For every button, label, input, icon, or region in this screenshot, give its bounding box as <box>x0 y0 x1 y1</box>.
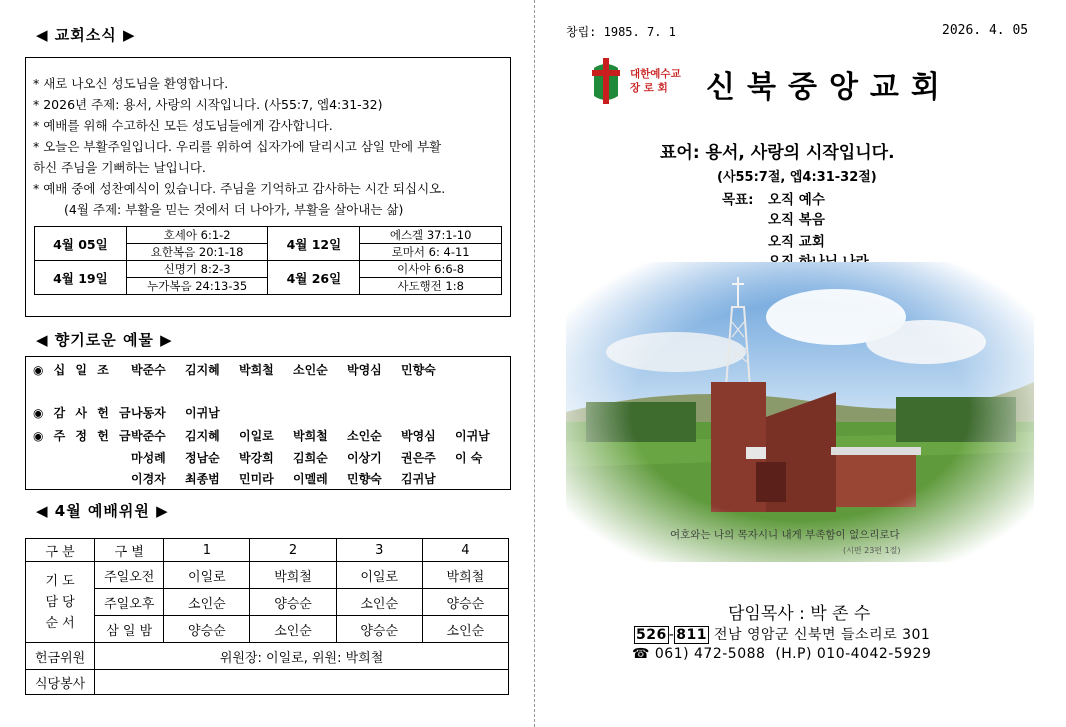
duty-cell: 박희철 <box>250 562 336 589</box>
donor-name: 김희순 <box>293 451 328 465</box>
duty-header: 3 <box>336 539 422 562</box>
news-item: * 예배를 위해 수고하신 모든 성도님들에게 감사합니다. <box>33 118 333 133</box>
duty-cell: 소인순 <box>422 616 508 643</box>
duty-row-name: 삼 일 밤 <box>95 616 164 643</box>
finance-label: 헌금위원 <box>26 643 95 670</box>
kitchen-value <box>95 670 509 695</box>
schedule-ref: 에스겔 37:1-10 <box>360 227 502 244</box>
donor-name: 소인순 <box>293 363 328 377</box>
donor-name: 박영심 <box>347 363 382 377</box>
duty-cell: 양승순 <box>422 589 508 616</box>
goal-item: 오직 예수 <box>768 192 825 208</box>
donor-name: 소인순 <box>347 429 382 443</box>
zip-code-2: 811 <box>676 627 708 643</box>
goal-label: 목표: <box>722 192 754 208</box>
schedule-day: 4월 19일 <box>35 261 127 295</box>
schedule-day: 4월 26일 <box>268 261 360 295</box>
donor-name: 박준수 <box>131 363 166 377</box>
group-label-line: 순 서 <box>45 615 75 631</box>
news-item: 하신 주님을 기뻐하는 날입니다. <box>33 160 206 175</box>
news-item: * 새로 나오신 성도님을 환영합니다. <box>33 76 229 91</box>
news-item: * 2026년 주제: 용서, 사랑의 시작입니다. (사55:7, 엡4:31-32) <box>33 97 383 112</box>
founded-date: 창립: 1985. 7. 1 <box>566 25 676 39</box>
offering-title: ◀ 향기로운 예물 ▶ <box>36 331 173 349</box>
donor-name: 민향숙 <box>347 472 382 486</box>
finance-value: 위원장: 이일로, 위원: 박희철 <box>95 643 509 670</box>
phone-numbers: ☎ 061) 472-5088 (H.P) 010-4042-5929 <box>632 646 932 662</box>
duty-cell: 소인순 <box>336 589 422 616</box>
donor-name: 박준수 <box>131 429 166 443</box>
news-item: * 오늘은 부활주일입니다. 우리를 위하여 십자가에 달리시고 삼일 만에 부활 <box>33 139 442 154</box>
donor-name: 정남순 <box>185 451 220 465</box>
duty-cell: 양승순 <box>336 616 422 643</box>
duty-title: ◀ 4월 예배위원 ▶ <box>36 502 169 520</box>
duty-header: 4 <box>422 539 508 562</box>
donor-name: 나동자 <box>131 406 166 420</box>
duty-cell: 양승순 <box>164 616 250 643</box>
donor-name: 이경자 <box>131 472 166 486</box>
denomination-label-2: 장 로 회 <box>630 82 668 94</box>
theme-reference: (사55:7절, 엡4:31-32절) <box>717 170 877 185</box>
donor-name: 이멜레 <box>293 472 328 486</box>
duty-header: 1 <box>164 539 250 562</box>
duty-row-name: 주일오후 <box>95 589 164 616</box>
donor-name: 박희철 <box>293 429 328 443</box>
goal-item: 오직 교회 <box>768 234 825 250</box>
donor-name: 이상기 <box>347 451 382 465</box>
duty-cell: 이일로 <box>336 562 422 589</box>
schedule-ref: 호세아 6:1-2 <box>126 227 268 244</box>
schedule-day: 4월 05일 <box>35 227 127 261</box>
duty-header: 구 분 <box>26 539 95 562</box>
psalm-verse: 여호와는 나의 목자시니 내게 부족함이 없으리로다 <box>670 529 900 541</box>
duty-header: 구 별 <box>95 539 164 562</box>
donor-name: 최종범 <box>185 472 220 486</box>
schedule-ref: 누가복음 24:13-35 <box>126 278 268 295</box>
donor-name: 권은주 <box>401 451 436 465</box>
offering-row <box>33 449 509 466</box>
church-name: 신북중앙교회 <box>706 70 952 105</box>
news-title: ◀ 교회소식 ▶ <box>36 26 136 44</box>
prayer-group-label <box>26 562 95 643</box>
schedule-ref: 신명기 8:2-3 <box>126 261 268 278</box>
donor-name: 박강희 <box>239 451 274 465</box>
duty-row-name: 주일오전 <box>95 562 164 589</box>
church-address: 526 - 811 전남 영암군 신북면 들소리로 301 <box>636 627 931 643</box>
donor-name: 이 숙 <box>455 451 483 465</box>
schedule-ref: 사도행전 1:8 <box>360 278 502 295</box>
donor-name: 이귀남 <box>455 429 490 443</box>
news-item: * 예배 중에 성찬예식이 있습니다. 주님을 기억하고 감사하는 시간 되십시오. <box>33 181 446 196</box>
schedule-ref: 이사야 6:6-8 <box>360 261 502 278</box>
offering-label: ◉ 주 정 헌 금 <box>33 429 134 443</box>
donor-name: 민미라 <box>239 472 274 486</box>
pastor-name: 담임목사 : 박 존 수 <box>728 604 871 624</box>
duty-header: 2 <box>250 539 336 562</box>
zip-code-1: 526 <box>636 627 667 643</box>
offering-label: ◉ 감 사 헌 금 <box>33 406 134 420</box>
group-label-line: 담 당 <box>45 594 75 610</box>
offering-row <box>33 404 239 421</box>
duty-cell: 양승순 <box>250 589 336 616</box>
schedule-day: 4월 12일 <box>268 227 360 261</box>
donor-name: 민향숙 <box>401 363 436 377</box>
offering-box <box>25 356 511 490</box>
offering-row <box>33 427 509 444</box>
goal-item: 오직 복음 <box>768 212 825 228</box>
offering-row <box>33 361 455 378</box>
donor-name: 김지혜 <box>185 429 220 443</box>
news-box <box>25 57 511 317</box>
schedule-ref: 로마서 6: 4-11 <box>360 244 502 261</box>
fold-divider <box>534 0 535 727</box>
church-photo <box>566 262 1034 562</box>
offering-label: ◉ 십 일 조 <box>33 363 112 377</box>
duty-cell: 박희철 <box>422 562 508 589</box>
duty-cell: 소인순 <box>164 589 250 616</box>
donor-name: 박영심 <box>401 429 436 443</box>
offering-row <box>33 470 455 487</box>
group-label-line: 기 도 <box>45 573 75 589</box>
donor-name: 김귀남 <box>401 472 436 486</box>
duty-cell: 이일로 <box>164 562 250 589</box>
donor-name: 이귀남 <box>185 406 220 420</box>
schedule-ref: 요한복음 20:1-18 <box>126 244 268 261</box>
duty-cell: 소인순 <box>250 616 336 643</box>
donor-name: 김지혜 <box>185 363 220 377</box>
donor-name: 이일로 <box>239 429 274 443</box>
donor-name: 마성례 <box>131 451 166 465</box>
cross-logo-icon <box>588 56 624 106</box>
april-theme: (4월 주제: 부활을 믿는 것에서 더 나아가, 부활을 살아내는 삶) <box>64 202 404 217</box>
bulletin-date: 2026. 4. 05 <box>942 23 1029 38</box>
address-text: 전남 영암군 신북면 들소리로 301 <box>713 627 931 643</box>
denomination-label: 대한예수교 <box>630 68 681 80</box>
duty-table <box>25 538 509 695</box>
psalm-reference: (시편 23편 1절) <box>843 546 901 555</box>
annual-theme: 표어: 용서, 사랑의 시작입니다. <box>660 143 895 163</box>
scripture-schedule <box>34 226 502 295</box>
kitchen-label: 식당봉사 <box>26 670 95 695</box>
donor-name: 박희철 <box>239 363 274 377</box>
